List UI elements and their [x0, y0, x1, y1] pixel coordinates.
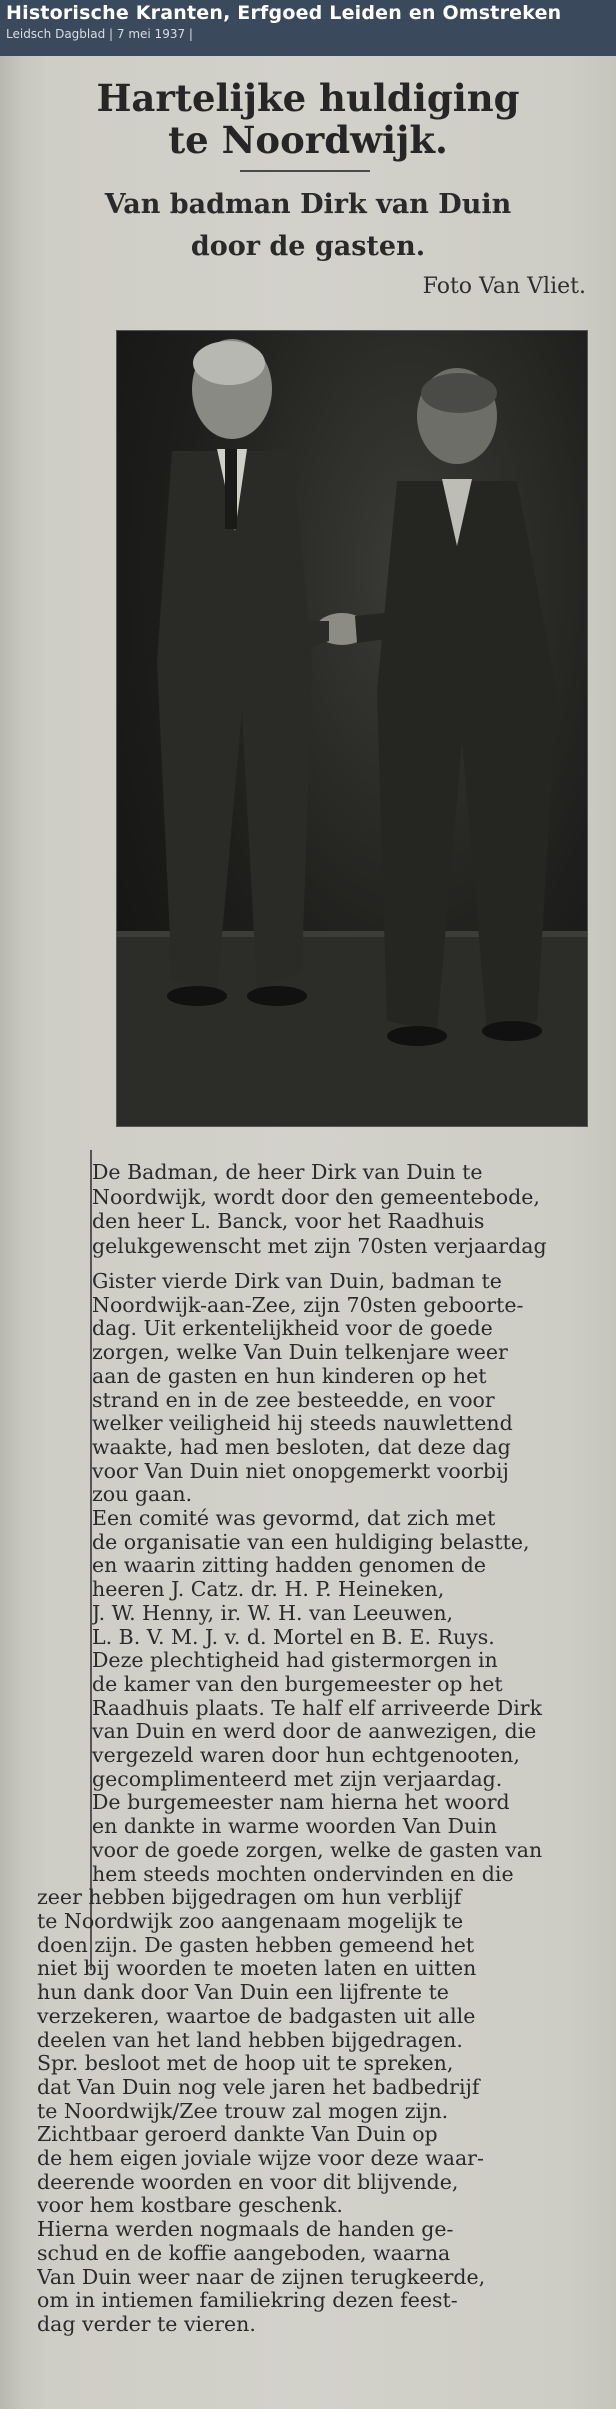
- photo-credit: Foto Van Vliet.: [422, 274, 586, 299]
- page-edge: [0, 56, 22, 2409]
- body-line: te Noordwijk/Zee trouw zal mogen zijn.: [37, 2099, 449, 2123]
- headline-line-1: Hartelijke huldiging: [96, 76, 520, 120]
- body-line: te Noordwijk zoo aangenaam mogelijk te: [37, 1909, 464, 1933]
- body-line: Raadhuis plaats. Te half elf arriveerde Dirk: [92, 1696, 542, 1720]
- body-line: hem steeds mochten ondervinden en die: [92, 1862, 514, 1886]
- body-line: Hierna werden nogmaals de handen ge-: [37, 2218, 454, 2242]
- body-line: Van Duin weer naar de zijnen terugkeerde,: [37, 2265, 486, 2289]
- body-line: en waarin zitting hadden genomen de: [92, 1554, 487, 1578]
- body-line: De burgemeester nam hierna het woord: [92, 1791, 510, 1815]
- site-title[interactable]: Historische Kranten, Erfgoed Leiden en Omstreken: [6, 2, 562, 24]
- body-line: Noordwijk-aan-Zee, zijn 70sten geboorte-: [92, 1293, 524, 1317]
- body-line: schud en de koffie aangeboden, waarna: [37, 2241, 451, 2265]
- body-line: de kamer van den burgemeester op het: [92, 1672, 503, 1696]
- body-line: heeren J. Catz. dr. H. P. Heineken,: [92, 1578, 445, 1602]
- body-line: dag verder te vieren.: [37, 2312, 256, 2336]
- body-line: voor Van Duin niet onopgemerkt voorbij: [92, 1459, 509, 1483]
- body-line: van Duin en werd door de aanwezigen, die: [92, 1720, 537, 1744]
- body-line: de organisatie van een huldiging belastte,: [92, 1530, 530, 1554]
- body-line: deelen van het land hebben bijgedragen.: [37, 2028, 463, 2052]
- caption-line: Noordwijk, wordt door den gemeentebode,: [92, 1184, 540, 1209]
- body-line: vergezeld waren door hun echtgenooten,: [92, 1744, 520, 1768]
- caption-line: De Badman, de heer Dirk van Duin te: [92, 1160, 483, 1184]
- body-line: verzekeren, waartoe de badgasten uit alle: [37, 2004, 476, 2028]
- caption-line: den heer L. Banck, voor het Raadhuis: [92, 1209, 485, 1233]
- body-line: niet bij woorden te moeten laten en uitten: [37, 1957, 477, 1981]
- photo-caption: [92, 1160, 597, 1258]
- body-line: Gister vierde Dirk van Duin, badman te: [92, 1270, 502, 1293]
- body-line: voor de goede zorgen, welke de gasten van: [92, 1838, 543, 1862]
- body-line: Deze plechtigheid had gistermorgen in: [92, 1649, 498, 1673]
- body-line: de hem eigen joviale wijze voor deze waar-: [37, 2147, 484, 2171]
- body-line: strand en in de zee besteedde, en voor: [92, 1388, 495, 1412]
- body-line: en dankte in warme woorden Van Duin: [92, 1815, 497, 1839]
- body-line: doen zijn. De gasten hebben gemeend het: [37, 1933, 475, 1957]
- body-line: deerende woorden en voor dit blijvende,: [37, 2170, 459, 2194]
- body-line: waakte, had men besloten, dat deze dag: [92, 1435, 511, 1459]
- subhead-line-1: Van badman Dirk van Duin: [104, 189, 512, 220]
- body-line: hun dank door Van Duin een lijfrente te: [37, 1981, 449, 2005]
- body-line: Een comité was gevormd, dat zich met: [92, 1507, 496, 1531]
- body-line: gecomplimenteerd met zijn verjaardag.: [92, 1767, 503, 1791]
- body-line: zeer hebben bijgedragen om hun verblijf: [37, 1886, 462, 1910]
- headline-rule: [240, 170, 370, 172]
- body-line: voor hem kostbare geschenk.: [37, 2194, 343, 2218]
- headline-line-2: te Noordwijk.: [168, 118, 448, 162]
- caption-line: gelukgewenscht met zijn 70sten verjaardag: [92, 1233, 547, 1258]
- body-line: Spr. besloot met de hoop uit te spreken,: [37, 2052, 454, 2076]
- article-photo: [116, 330, 588, 1127]
- site-header: [0, 0, 616, 56]
- body-line: om in intiemen familiekring dezen feest-: [37, 2289, 458, 2313]
- body-line: zou gaan.: [92, 1483, 193, 1507]
- body-line: dag. Uit erkentelijkheid voor de goede: [92, 1317, 493, 1341]
- photo-illustration: [117, 331, 587, 1126]
- publication-info: Leidsch Dagblad | 7 mei 1937 |: [6, 27, 193, 41]
- body-line: zorgen, welke Van Duin telkenjare weer: [92, 1341, 508, 1365]
- body-line: J. W. Henny, ir. W. H. van Leeuwen,: [92, 1601, 454, 1625]
- body-line: L. B. V. M. J. v. d. Mortel en B. E. Ruys.: [92, 1625, 495, 1649]
- body-line: dat Van Duin nog vele jaren het badbedrijf: [37, 2075, 480, 2099]
- body-line: welker veiligheid hij steeds nauwlettend: [92, 1412, 513, 1436]
- body-line: aan de gasten en hun kinderen op het: [92, 1364, 487, 1388]
- article-body: [37, 1270, 602, 2337]
- subhead-line-2: door de gasten.: [190, 231, 426, 262]
- body-line: Zichtbaar geroerd dankte Van Duin op: [37, 2123, 438, 2147]
